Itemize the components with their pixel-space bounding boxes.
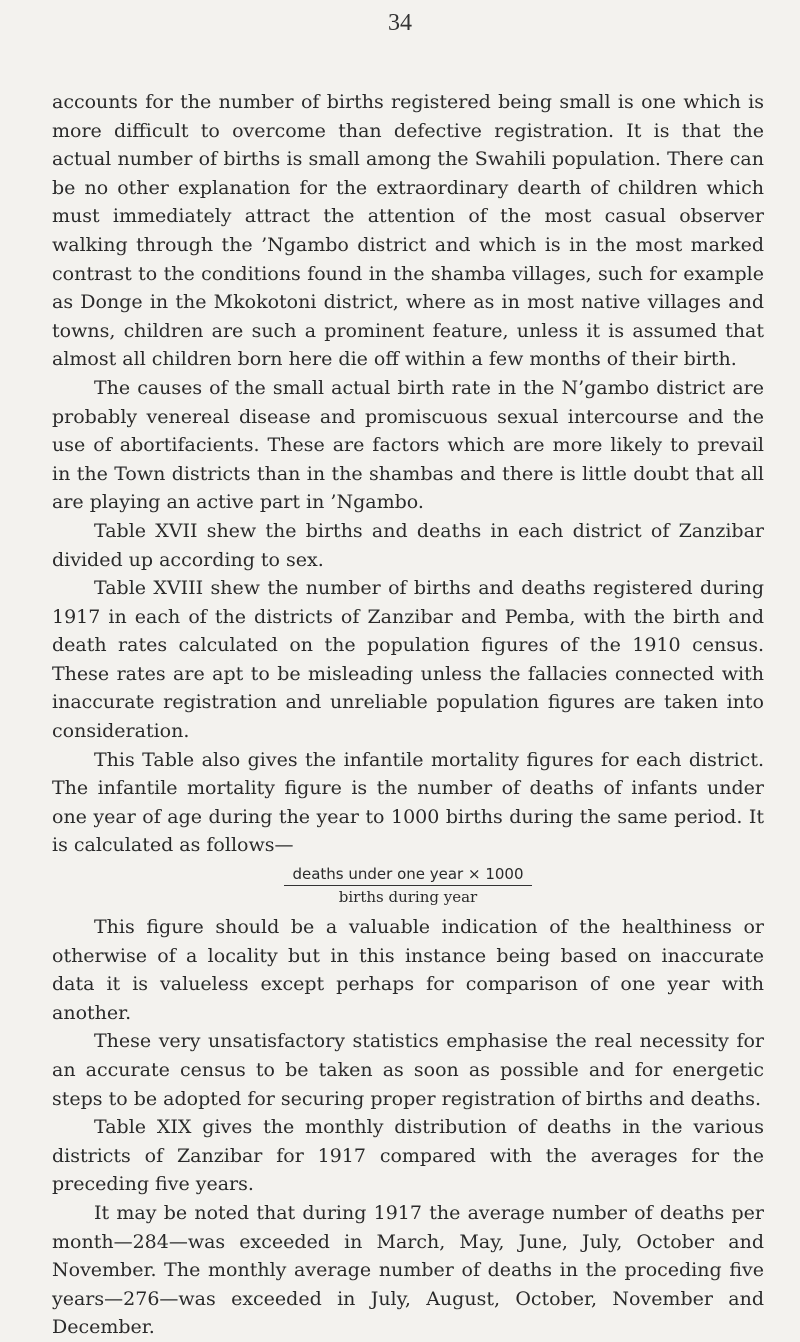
formula-denominator: births during year (338, 888, 478, 907)
paragraph-healthiness: This figure should be a valuable indication of the healthiness or otherwise of a locality but in this instance being based on inaccurate data it is valueless except perhaps for comparison of one year with another. (52, 916, 764, 1024)
paragraph-continued: accounts for the number of births registered being small is one which is more difficult to overcome than defective registration. It is that the actual number of births is small among the Swahili population. There can be no other explanation for the extraordinary dearth of children which must immediately attract the attention of the most casual observer walking through the ’Ngambo district and which is in the most marked contrast to the conditions found in the shamba villages, such for example as Donge in the Mkokotoni district, where as in most native villages and towns, children are such a prominent feature, unless it is assumed that almost all children born here die off within a few months of their birth. (52, 91, 764, 371)
formula-numerator: deaths under one year × 1000 (284, 864, 531, 886)
paragraph-birth-rate-causes: The causes of the small actual birth rate in the N’gambo district are probably venereal disease and promiscuous sexual intercourse and the use of abortifacients. These are factors which are more likely to prevail in the Town districts than in the shambas and there is little doubt that all are playing an active part in ’Ngambo. (52, 376, 764, 514)
page-body (52, 88, 764, 1342)
paragraph-table-xviii: Table XVIII shew the number of births and deaths registered during 1917 in each of the districts of Zanzibar and Pemba, with the birth and death rates calculated on the population figures of the 1910 census. These rates are apt to be misleading unless the fallacies connected with inaccurate registration and unreliable population figures are taken into consideration. (52, 577, 764, 743)
infant-mortality-formula (52, 864, 764, 907)
paragraph-table-xvii: Table XVII shew the births and deaths in each district of Zanzibar divided up according to sex. (52, 519, 764, 571)
page-number: 34 (388, 10, 412, 36)
paragraph-infantile-mortality: This Table also gives the infantile mortality figures for each district. The infantile mortality figure is the number of deaths of infants under one year of age during the year to 1000 births during the same period. It is calculated as follows— (52, 748, 764, 857)
paragraph-table-xix: Table XIX gives the monthly distribution of deaths in the various districts of Zanzibar for 1917 compared with the averages for the preceding five years. (52, 1116, 764, 1196)
paragraph-monthly-deaths: It may be noted that during 1917 the average number of deaths per month—284—was exceeded in March, May, June, July, October and November. The monthly average number of deaths in the proceding five years—276—was exceeded in July, August, October, November and December. (52, 1201, 764, 1339)
paragraph-census-necessity: These very unsatisfactory statistics emphasise the real necessity for an accurate census to be taken as soon as possible and for energetic steps to be adopted for securing proper registration of births and deaths. (52, 1030, 764, 1110)
